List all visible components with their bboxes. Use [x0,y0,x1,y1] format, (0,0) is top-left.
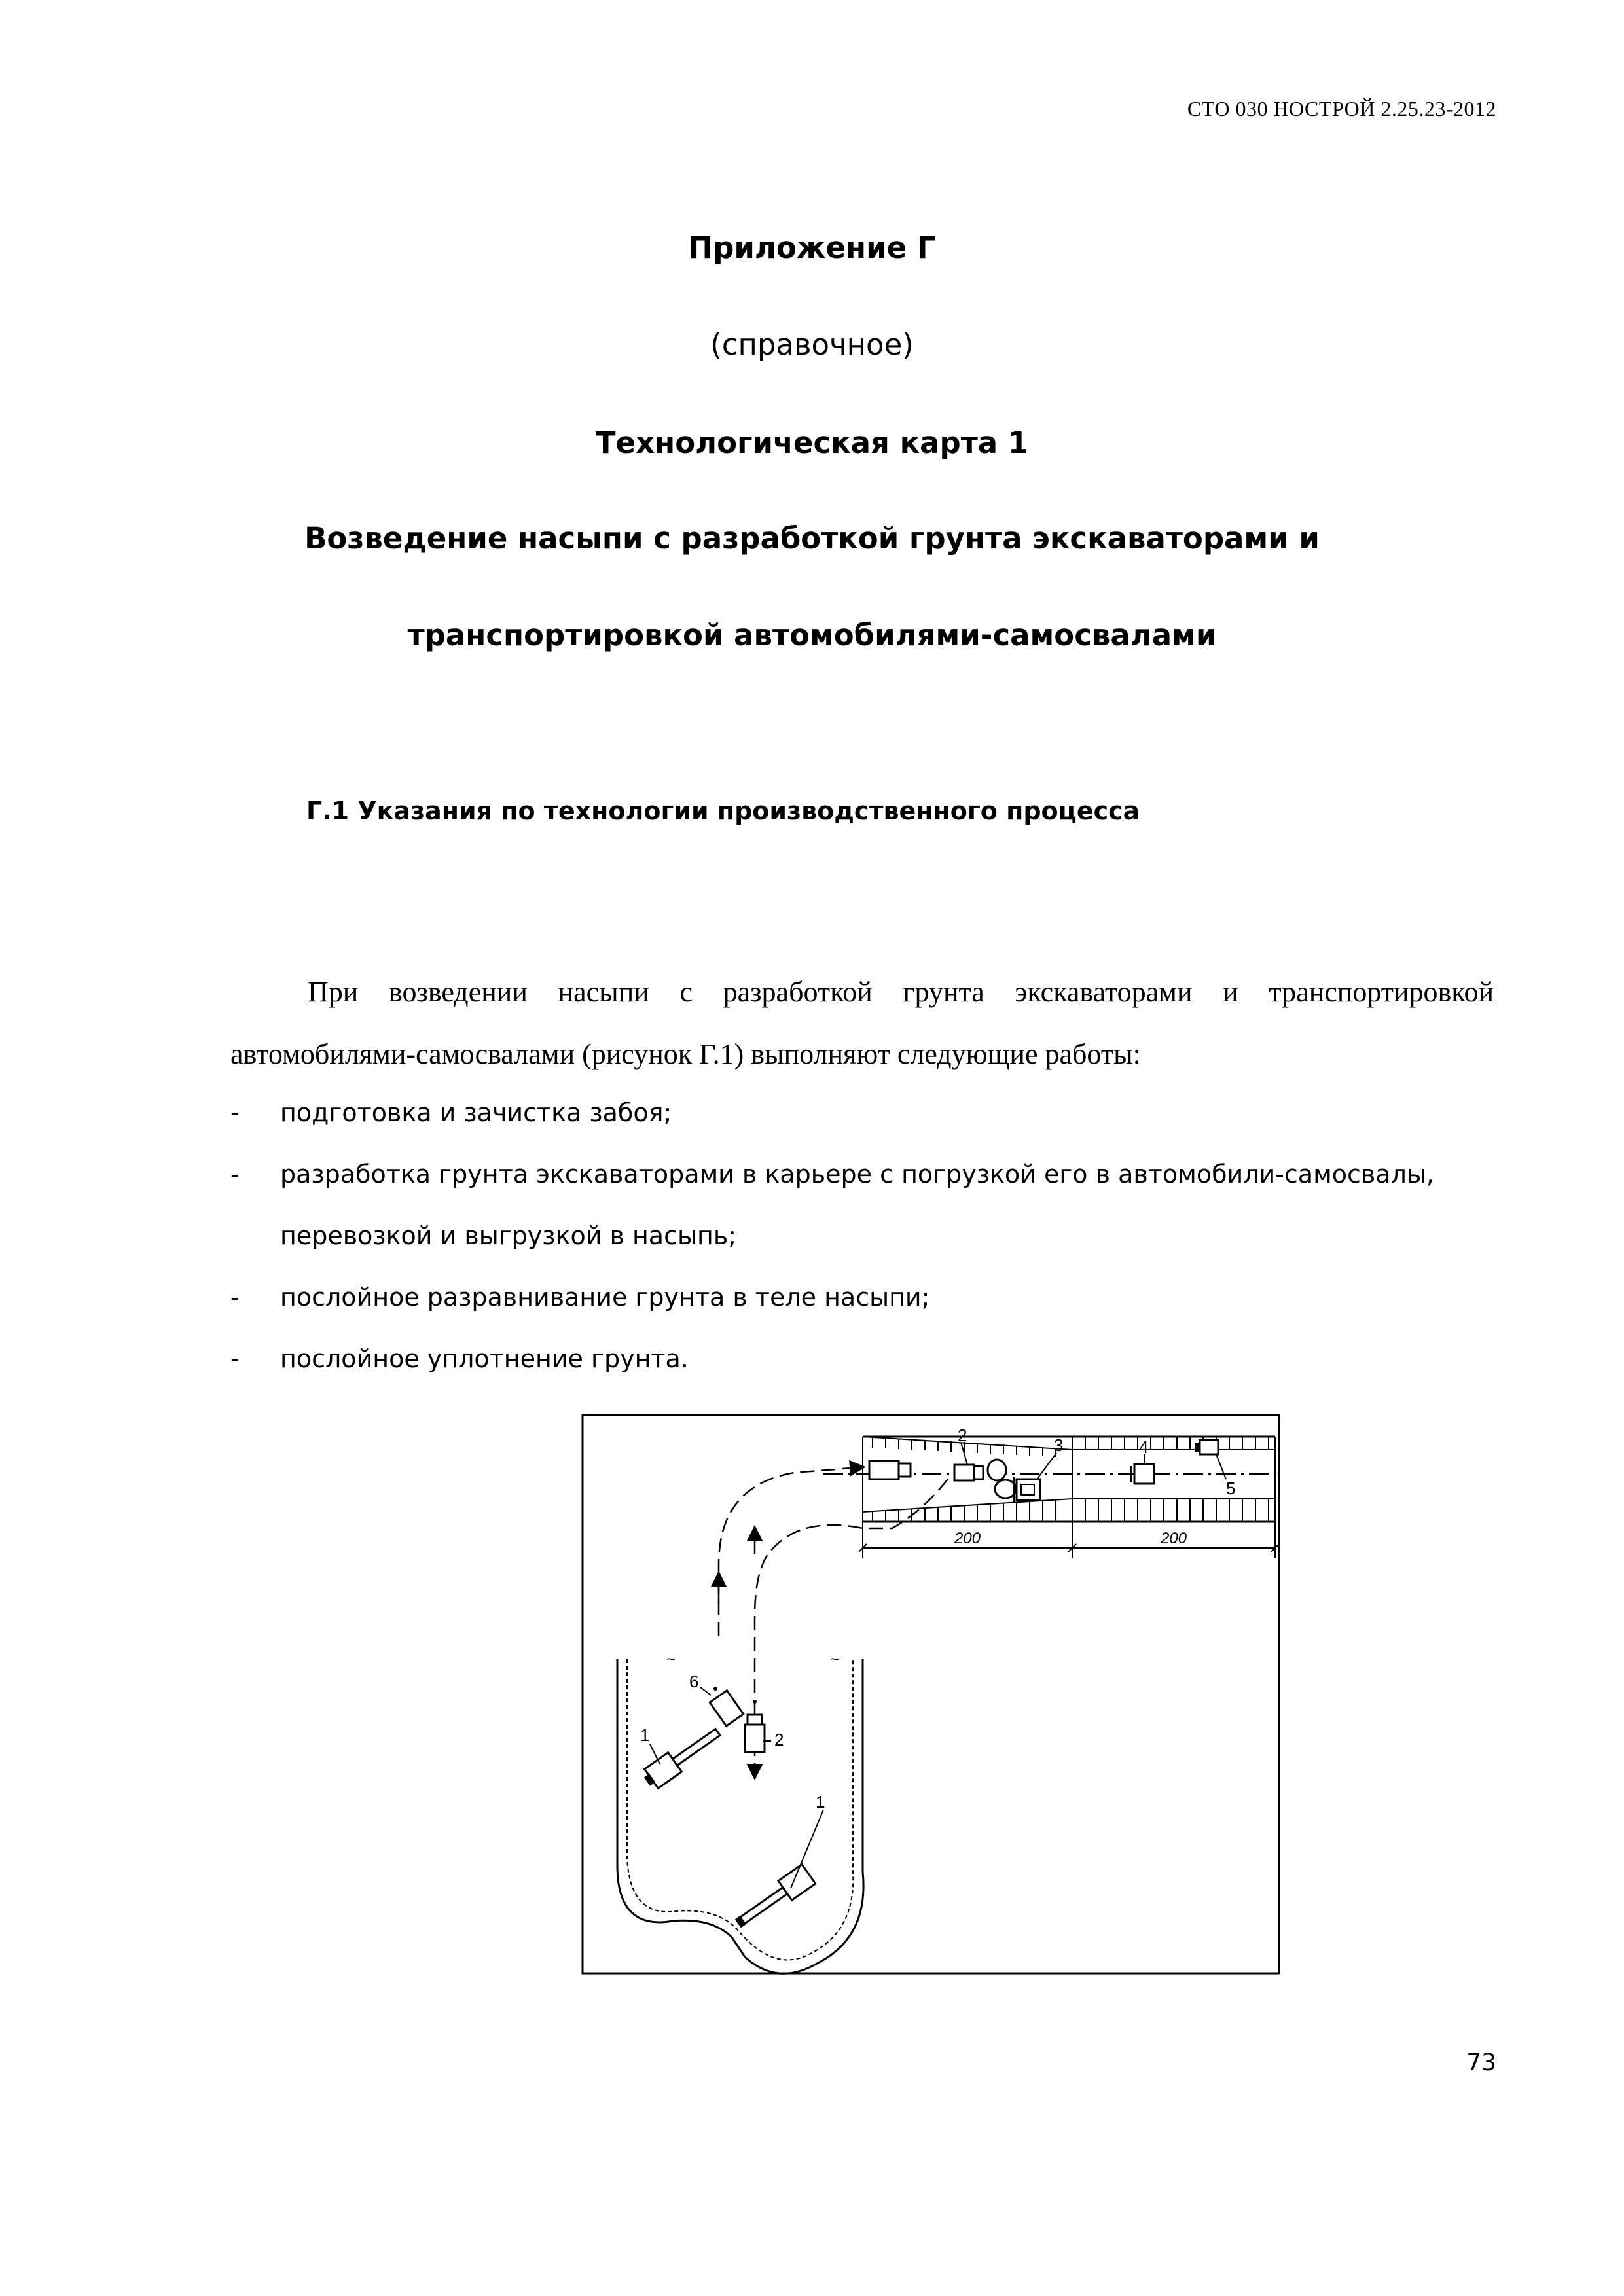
dump-truck [745,1715,765,1752]
list-item: - послойное разравнивание грунта в теле насыпи; [230,1266,1513,1328]
break-mark: ~ [830,1651,840,1668]
callout-label: 4 [1139,1437,1149,1457]
dimension-lines [859,1530,1279,1552]
heading-line-1: Возведение насыпи с разработкой грунта экскаваторами и [304,521,1320,556]
bullet-dash: - [230,1160,240,1189]
marker-dot [713,1687,717,1691]
bullet-dash: - [230,1344,240,1373]
page-number: 73 [1466,2049,1496,2076]
callout-label: 2 [774,1730,784,1749]
appendix-title: Приложение Г [688,230,936,265]
callout-label: 1 [640,1725,650,1745]
marker-dot [753,1700,757,1704]
card-title: Технологическая карта 1 [595,425,1029,460]
excavator-bucket [710,1691,743,1726]
embankment-scheme-figure [581,1414,1282,1977]
appendix-type: (справочное) [710,327,914,362]
soil-pile [988,1460,1006,1480]
excavator [640,1723,725,1791]
list-item: - разработка грунта экскаваторами в карьере с погрузкой его в автомобили-самосвалы, перевозкой и выгрузкой в насыпь; [230,1143,1513,1266]
section-title: Г.1 Указания по технологии производственного процесса [306,797,1140,825]
callout-label: 5 [1226,1479,1236,1498]
bullet-dash: - [230,1098,240,1127]
heading-line-2: транспортировкой автомобилями-самосвалами [407,618,1217,653]
dimension-label: 200 [954,1530,981,1547]
callout-label: 3 [1054,1435,1064,1455]
callout-label: 2 [958,1426,967,1445]
dimension-label: 200 [1160,1530,1187,1547]
break-mark: ~ [666,1651,676,1668]
compactor [1131,1464,1154,1484]
list-item: - послойное уплотнение грунта. [230,1328,1513,1390]
bulldozer [1014,1477,1040,1503]
work-list [230,1082,1513,1390]
intro-paragraph: При возведении насыпи с разработкой грунта экскаваторами и транспортировкой автомобилями-самосвалами (рисунок Г.1) выполняют следующие работы: [230,976,1494,1070]
excavator [731,1865,816,1933]
list-item: - подготовка и зачистка забоя; [230,1082,1513,1143]
callout-label: 6 [689,1672,699,1691]
callout-label: 1 [816,1792,825,1812]
haul-route-loaded [719,1467,859,1636]
roller [1195,1440,1218,1454]
document-code: СТО 030 НОСТРОЙ 2.25.23-2012 [1187,97,1496,120]
dump-truck [869,1461,911,1479]
dump-truck [954,1465,983,1480]
bullet-dash: - [230,1283,240,1312]
